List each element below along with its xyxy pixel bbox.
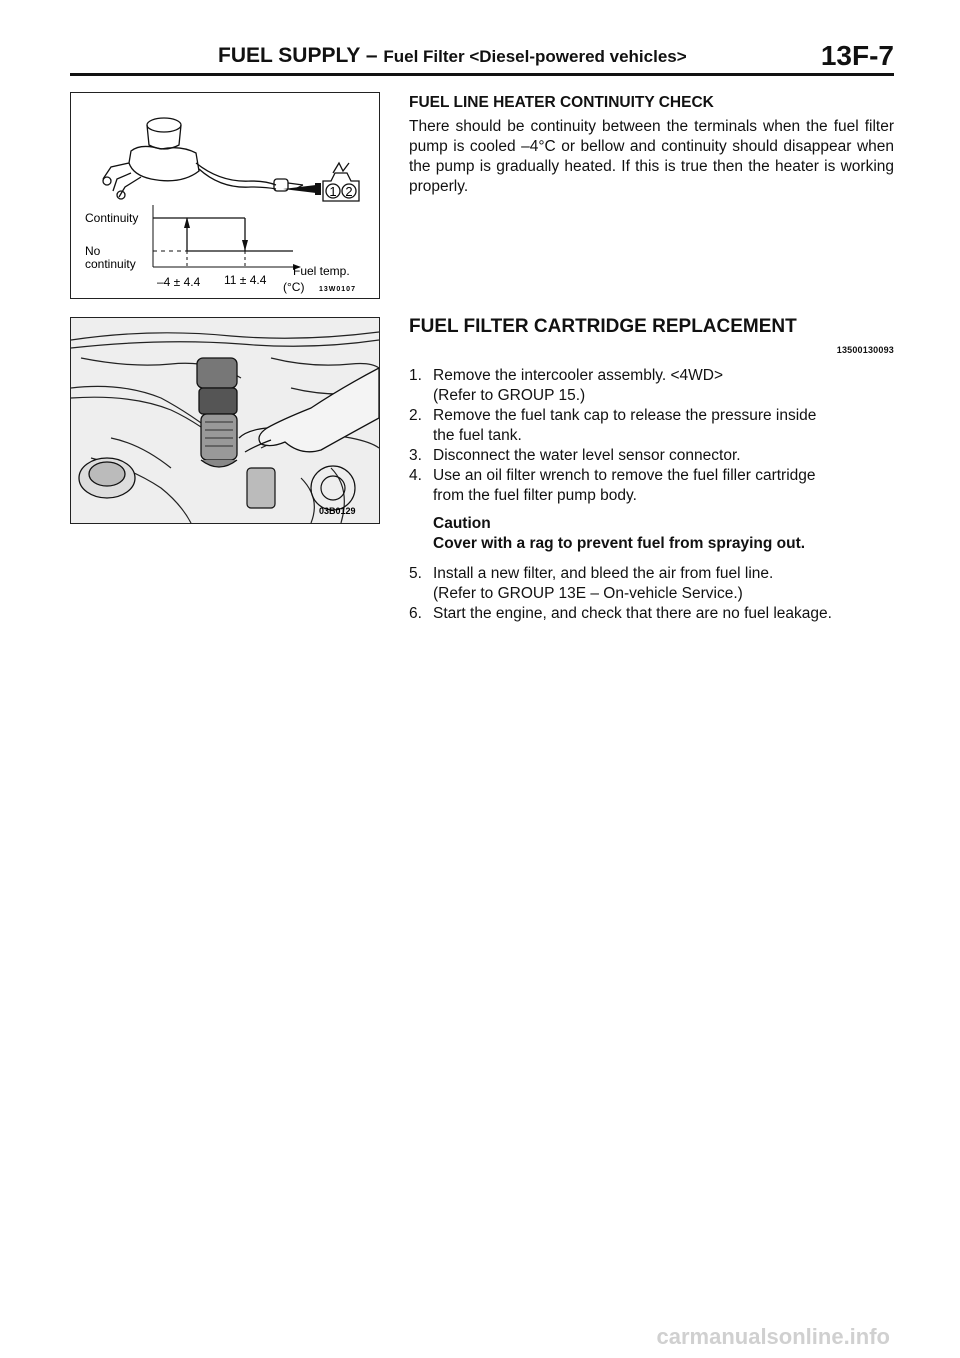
label-unit: (°C) [283, 280, 305, 294]
fuel-filter-pump-illustration [103, 118, 303, 199]
connector-pin-1: 1 [329, 184, 337, 199]
figure-code-2: 03B0129 [319, 506, 356, 516]
step-text: Disconnect the water level sensor connector. [433, 447, 741, 464]
step-text: Remove the fuel tank cap to release the pressure inside [433, 407, 817, 424]
section2-title: FUEL FILTER CARTRIDGE REPLACEMENT [409, 316, 797, 337]
connector-pin-2: 2 [345, 184, 353, 199]
label-fuel-temp: Fuel temp. [293, 264, 350, 278]
continuity-figure [70, 92, 380, 299]
section-subtitle: Fuel Filter <Diesel-powered vehicles> [383, 47, 687, 66]
continuity-graph [153, 205, 301, 270]
step-text: Use an oil filter wrench to remove the fuel filler cartridge [433, 467, 816, 484]
engine-bay-illustration [71, 318, 379, 523]
label-low-temp: –4 ± 4.4 [157, 275, 201, 289]
label-high-temp: 11 ± 4.4 [224, 273, 267, 287]
tank-cap-illustration [79, 458, 135, 498]
step-number: 5. [409, 565, 422, 582]
page-number: 13F-7 [820, 40, 894, 71]
step-number: 1. [409, 367, 422, 384]
step-2 [409, 406, 894, 446]
fuel-filter-cartridge-illustration [197, 358, 237, 467]
step-number: 3. [409, 447, 422, 464]
step-text-cont: (Refer to GROUP 13E – On-vehicle Service.) [433, 585, 743, 602]
section1-title: FUEL LINE HEATER CONTINUITY CHECK [409, 94, 714, 111]
procedure-steps [409, 366, 894, 624]
arrow-tail [315, 183, 321, 195]
step-text-cont: from the fuel filter pump body. [433, 487, 637, 504]
page-header-title [218, 44, 687, 68]
step-4 [409, 466, 894, 506]
step-5 [409, 564, 894, 604]
watermark: carmanualsonline.info [656, 1324, 890, 1349]
down-arrow [242, 240, 248, 251]
label-continuity: Continuity [85, 211, 139, 225]
caution-text: Cover with a rag to prevent fuel from spraying out. [433, 535, 806, 552]
figure-code-1: 13W0107 [319, 286, 356, 293]
caution-label: Caution [433, 515, 491, 532]
step-text-cont: the fuel tank. [433, 427, 522, 444]
header-dash: – [365, 44, 378, 67]
step-number: 6. [409, 605, 422, 622]
step-6 [409, 604, 894, 624]
step-1 [409, 366, 894, 406]
continuity-diagram [71, 93, 379, 298]
header-rule [70, 73, 894, 76]
step-text: Remove the intercooler assembly. <4WD> [433, 367, 724, 384]
step-text: Start the engine, and check that there are no fuel leakage. [433, 605, 832, 622]
section2-code: 13500130093 [836, 345, 894, 355]
engine-bay-figure [70, 317, 380, 524]
caution-note [433, 514, 894, 554]
step-3 [409, 446, 894, 466]
step-text: Install a new filter, and bleed the air from fuel line. [433, 565, 774, 582]
section1-body: There should be continuity between the terminals when the fuel filter pump is cooled –4°C or bellow and continuity should disappear when the pump is gradually heated. If this is true then the heater is working properly. [409, 118, 894, 195]
step-number: 4. [409, 467, 422, 484]
label-no-continuity: continuity [85, 257, 136, 271]
section-title: FUEL SUPPLY [218, 44, 360, 67]
step-text-cont: (Refer to GROUP 15.) [433, 387, 586, 404]
label-no: No [85, 244, 101, 258]
step-number: 2. [409, 407, 422, 424]
